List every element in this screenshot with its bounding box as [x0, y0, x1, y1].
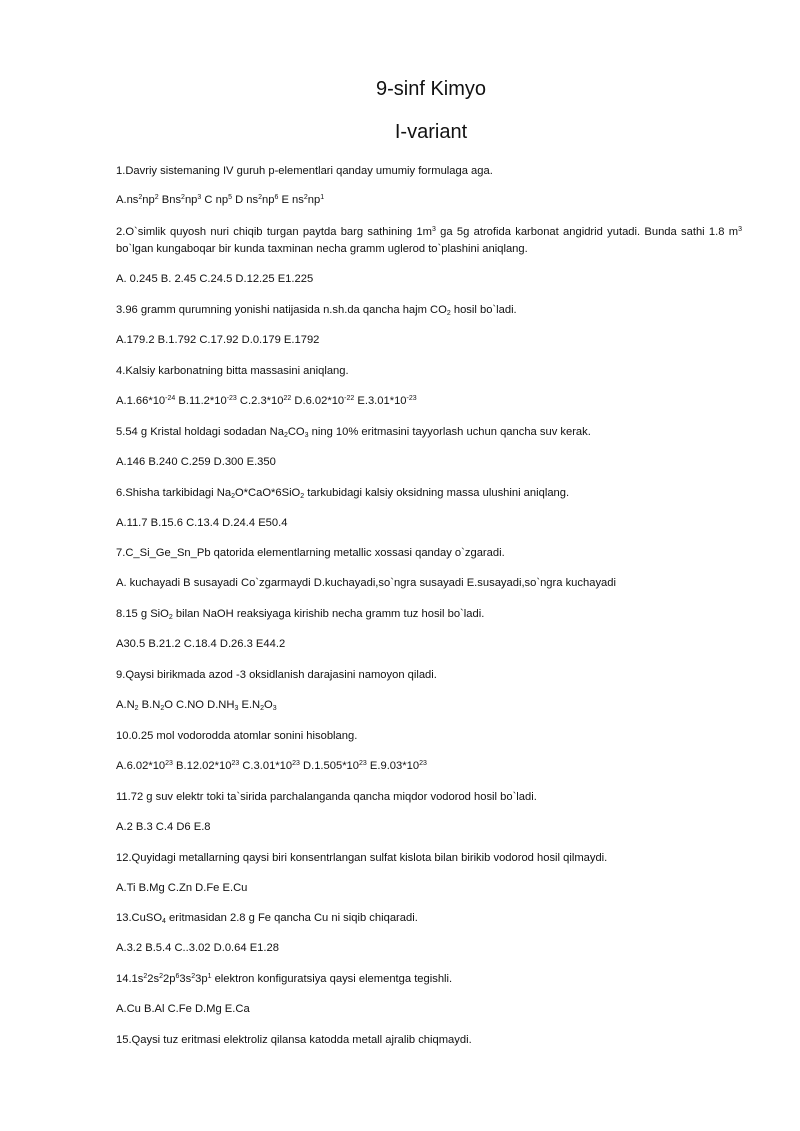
question-text: 2.O`simlik quyosh nuri chiqib turgan paytda barg sathining $1m^3$ ga 5g atrofida karbonat angidrid yutadi. Bunda sathi 1.8 $m^3$ bo`lgan kungaboqar bir kunda taxminan necha gramm uglerod to`plashini aniqlang.: [116, 226, 742, 255]
question-text: $14.1s^22s^22p^63s^23p^1$ elektron konfiguratsiya qaysi elementga tegishli.: [116, 973, 453, 985]
document-title: 9-sinf Kimyo: [375, 78, 487, 100]
answer-options: A.11.7 B.15.6 C.13.4 D.24.4 E50.4: [116, 517, 288, 529]
answer-options: A. kuchayadi B susayadi Co`zgarmaydi D.kuchayadi,so`ngra susayadi E.susayadi,so`ngra kuchayadi: [116, 577, 616, 589]
question-text: 11.72 g suv elektr toki ta`sirida parchalanganda qancha miqdor vodorod hosil bo`ladi.: [116, 791, 537, 803]
question-text: 7.C_Si_Ge_Sn_Pb qatorida elementlarning metallic xossasi qanday o`zgaradi.: [116, 547, 505, 559]
question-text: 13.CuSO$_4$ eritmasidan 2.8 g Fe qancha Cu ni siqib chiqaradi.: [116, 912, 418, 925]
question-text: 1.Davriy sistemaning IV guruh p-elementlari qanday umumiy formulaga aga.: [116, 165, 493, 177]
answer-options: $A.1.66*10^{-24}$ $B.11.2*10^{-23}$ $C.2.3*10^{22}$ $D.6.02*10^{-22}$ $E.3.01*10^{-23}$: [116, 395, 417, 407]
question-text: 9.Qaysi birikmada azod -3 oksidlanish darajasini namoyon qiladi.: [116, 669, 437, 681]
answer-options: $A.ns^2np^2$ $Bns^2np^3$ C $np^5$ D $ns^2np^6$ E $ns^2np^1$: [116, 194, 325, 206]
answer-options: $A.6.02*10^{23}$ $B.12.02*10^{23}$ $C.3.01*10^{23}$ $D.1.505*10^{23}$ $E.9.03*10^{23}$: [116, 760, 427, 772]
answer-options: A.Ti B.Mg C.Zn D.Fe E.Cu: [116, 882, 248, 894]
answer-options: $A.N_2$ $B.N_2O$ C.NO $D.NH_3$ $E.N_2O_3$: [116, 699, 277, 712]
answer-options: A.179.2 B.1.792 C.17.92 D.0.179 E.1792: [116, 334, 320, 346]
question-text: 10.0.25 mol vodorodda atomlar sonini hisoblang.: [116, 730, 358, 742]
answer-options: A30.5 B.21.2 C.18.4 D.26.3 E44.2: [116, 638, 286, 650]
answer-options: A. 0.245 B. 2.45 C.24.5 D.12.25 E1.225: [116, 273, 314, 285]
question-text: 15.Qaysi tuz eritmasi elektroliz qilansa katodda metall ajralib chiqmaydi.: [116, 1034, 472, 1046]
question-text: 5.54 g Kristal holdagi sodadan $Na_2CO_3$ ning 10% eritmasini tayyorlash uchun qancha suv kerak.: [116, 426, 591, 439]
question-text: 12.Quyidagi metallarning qaysi biri konsentrlangan sulfat kislota bilan birikib vodorod hosil qilmaydi.: [116, 852, 608, 864]
answer-options: A.2 B.3 C.4 D6 E.8: [116, 821, 211, 833]
question-text: 3.96 gramm qurumning yonishi natijasida n.sh.da qancha hajm $CO_2$ hosil bo`ladi.: [116, 304, 517, 317]
answer-options: A.146 B.240 C.259 D.300 E.350: [116, 456, 276, 468]
variant-heading: I-variant: [394, 121, 468, 143]
question-text: 6.Shisha tarkibidagi $Na_2O*CaO*6SiO_2$ tarkubidagi kalsiy oksidning massa ulushini aniqlang.: [116, 487, 570, 500]
answer-options: A.3.2 B.5.4 C..3.02 D.0.64 E1.28: [116, 942, 279, 954]
answer-options: A.Cu B.Al C.Fe D.Mg E.Ca: [116, 1003, 250, 1015]
question-text: 4.Kalsiy karbonatning bitta massasini aniqlang.: [116, 365, 349, 377]
question-text: 8.15 g SiO$_2$ bilan NaOH reaksiyaga kirishib necha gramm tuz hosil bo`ladi.: [116, 608, 485, 621]
